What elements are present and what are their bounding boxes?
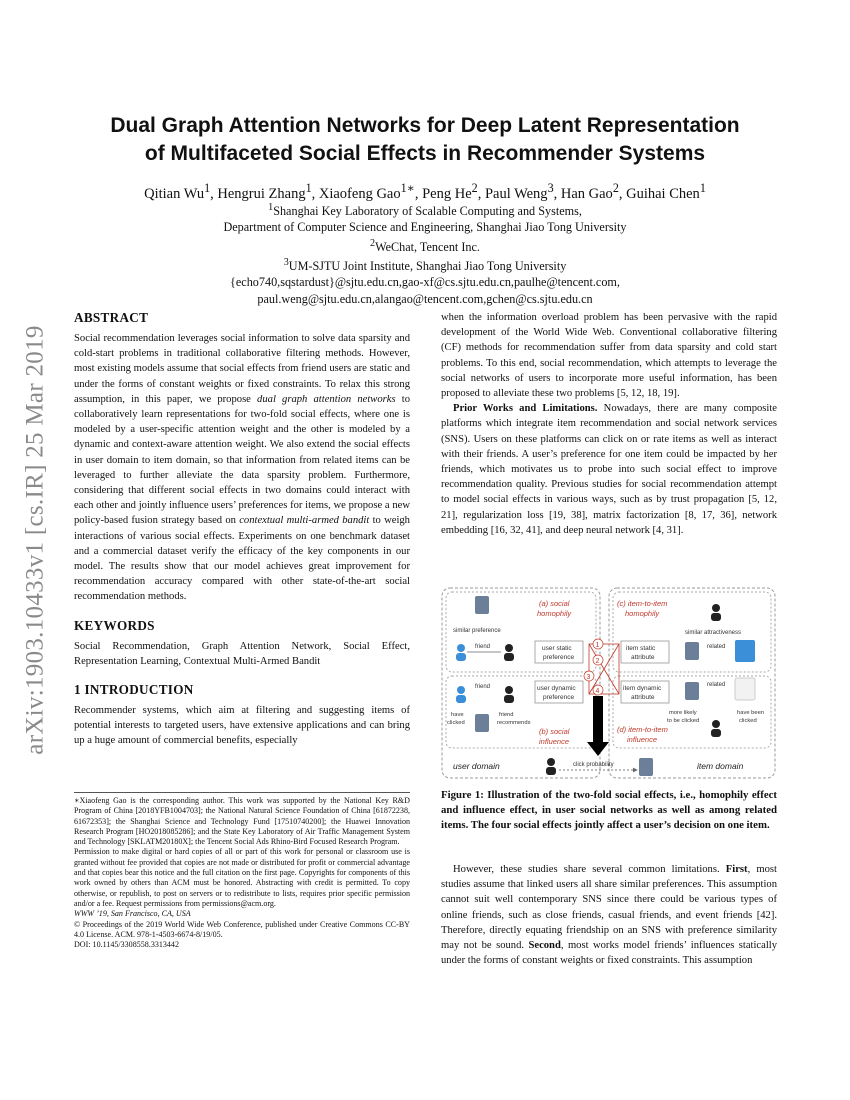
friend-user-icon-b [505, 686, 513, 694]
num-4: 4 [595, 688, 600, 695]
friend-user-icon [505, 644, 513, 652]
affil-text: Shanghai Key Laboratory of Scalable Computing and Systems, [273, 204, 582, 219]
label-b: (b) social [539, 727, 570, 736]
friend-label: friend [475, 644, 491, 650]
user-body-icon-d [711, 729, 721, 737]
shirt-icon-d2 [735, 678, 755, 700]
item-static-label: item static [626, 645, 656, 652]
label-d: (d) item-to-item [617, 725, 668, 734]
user-body-icon-b [456, 695, 466, 703]
shirt-icon-b [475, 714, 489, 732]
keywords-text: Social Recommendation, Graph Attention Network, Social Effect, Representation Learning, Contextual Multi-Armed Bandit [74, 640, 410, 667]
title-line-1: Dual Graph Attention Networks for Deep Latent Representation [110, 114, 740, 137]
footnote-block [74, 792, 410, 950]
author: Xiaofeng Gao [318, 185, 401, 202]
similar-attr-label: similar attractiveness [685, 630, 742, 636]
figure-1 [441, 586, 777, 782]
affil-text: UM-SJTU Joint Institute, Shanghai Jiao Tong University [288, 259, 567, 274]
down-arrow-shaft [593, 696, 603, 742]
label-b2: influence [539, 737, 570, 746]
user-domain-label: user domain [453, 761, 500, 771]
shirt-icon-c2 [735, 640, 755, 662]
click-prob-label: click probability [573, 762, 614, 768]
label-d2: influence [627, 735, 658, 744]
have-been-label: have been [737, 710, 765, 716]
arxiv-stamp [14, 300, 58, 780]
item-domain-label: item domain [697, 761, 744, 771]
clicked2-label: clicked [739, 718, 757, 724]
shirt-icon-bottom [639, 758, 653, 776]
num-1: 1 [595, 642, 600, 649]
footnote-conference: WWW ’19, San Francisco, CA, USA [74, 909, 191, 919]
label-c2: homophily [625, 609, 660, 618]
abstract-text: Social recommendation leverages social information to solve data sparsity and cold-start problems in traditional collaborative filtering methods. However, most existing models assume that social effects from friend users are static and under the forms of constant weights or fixed constraints. To relax this strong assumption, in this paper, we propose dual graph attention networks to collaboratively learn representations for two-fold social effects, where one is modeled by a user-specific attention weight and the other is modeled by a dynamic and context-aware attention weight. We also extend the social effects in user domain to item domain, so that information from related items can be leveraged to further alleviate the data sparsity problem. Furthermore, considering that different social effects in two domains could interact with each other and jointly influence users’ preferences for items, we propose a new policy-based fusion strategy based on contextual multi-armed bandit to weigh interactions of various social effects. Experiments on one benchmark dataset and a commercial dataset verify the efficacy of the key components in our model. The results show that our model achieves great improvement for recommendation accuracy compared with other state-of-the-art social recommendation methods. [74, 333, 410, 603]
affil-1 [60, 200, 790, 219]
affil-sup: 1 [268, 202, 274, 213]
right-column-top [441, 310, 777, 538]
user-icon-b [457, 686, 465, 694]
more-likely-label: more likely [669, 710, 697, 716]
author-sup: 1∗ [400, 181, 415, 195]
related-label-d: related [707, 682, 726, 688]
friend-user-body-icon [504, 653, 514, 661]
right-para-1: when the information overload problem has been pervasive with the rapid development of the World Wide Web. Conventional collaborative filtering (CF) methods for recommendation suffer from data sparsity and cold start problems. To this end, social recommendation, which attempts to leverage the social networks of users to incorporate more useful information, has been proposed to alleviate these two problems [5, 12, 18, 19]. [441, 312, 777, 400]
left-column [74, 310, 410, 749]
shirt-icon [475, 596, 489, 614]
user-body-icon [456, 653, 466, 661]
author-sup: 3 [547, 181, 554, 195]
author: Hengrui Zhang [217, 185, 306, 202]
user-icon-bottom [547, 758, 555, 766]
right-para-2: Prior Works and Limitations. Nowadays, there are many composite platforms which integrate item recommendation and social network services (SNS). Users on these platforms can click on or rate items as well as interact with their friends. A user’s preference for one item could be impacted by her friends, which motivates us to probe into such social effect to improve recommendation quality. Previous studies for social recommendation attempt to model social effects in various ways, such as by trust propagation [5, 12, 21], regularization loss [19, 38], matrix factorization [8, 17, 36], network embedding [16, 32, 41], and deep neural network [4, 31]. [441, 403, 777, 536]
figure-1-svg [441, 586, 777, 782]
author-sup: 2 [612, 181, 619, 195]
user-static-label: user static [542, 645, 572, 652]
item-dynamic-label: item dynamic [623, 685, 662, 692]
author: Peng He [422, 185, 472, 202]
down-arrow-head [587, 742, 609, 756]
author-list: Qitian Wu$^1$, Hengrui Zhang$^1$, Xiaofeng Gao$^{1∗}$, Peng He$^2$, Paul Weng$^3$, Han Gao$^2$, Guihai Chen$^1$ [144, 181, 706, 202]
author-sup: 2 [471, 181, 478, 195]
author-sup: 1 [699, 181, 706, 195]
num-2: 2 [595, 658, 600, 665]
user-icon-c [712, 604, 720, 612]
author: Qitian Wu [144, 185, 205, 202]
figure-1-caption: Figure 1: Illustration of the two-fold social effects, i.e., homophily effect and influence effect, in user social networks as well as among related items. The four social effects jointly affect a user’s decision on one item. [441, 789, 777, 831]
user-body-icon-c [711, 613, 721, 621]
item-static-attr-label: attribute [631, 654, 655, 661]
have-label: have [451, 712, 464, 718]
email-line-2[interactable]: paul.weng@sjtu.edu.cn,alangao@tencent.com,gchen@cs.sjtu.edu.cn [257, 291, 593, 306]
intro-heading: 1 INTRODUCTION [74, 682, 194, 698]
user-icon [457, 644, 465, 652]
affil-2 [60, 236, 790, 255]
similar-pref-label: similar preference [453, 628, 501, 634]
to-be-clicked-label: to be clicked [667, 718, 700, 724]
intro-text: Recommender systems, which aim at filtering and suggesting items of potential interests to targeted users, have extensive applications and can bring up a huge amount of commercial benefits, especially [74, 705, 410, 747]
affiliations [60, 200, 790, 307]
paper-title [60, 112, 790, 168]
shirt-icon-c [685, 642, 699, 660]
related-label: related [707, 644, 726, 650]
footnote-copyright: © Proceedings of the 2019 World Wide Web Conference, published under Creative Commons CC-BY 4.0 License. ACM. 978-1-4503-6674-8/19/05. [74, 919, 410, 939]
num-3: 3 [586, 674, 591, 681]
author: Guihai Chen [626, 185, 700, 202]
arxiv-id: arXiv:1903.10433v1 [cs.IR] 25 Mar 2019 [22, 325, 49, 755]
author-sup: 1 [305, 181, 312, 195]
affil-sup: 3 [283, 257, 289, 269]
shirt-icon-d [685, 682, 699, 700]
keywords-heading: KEYWORDS [74, 617, 155, 633]
friend-user-body-icon-b [504, 695, 514, 703]
affil-text: WeChat, Tencent Inc. [375, 239, 480, 254]
abstract-heading: ABSTRACT [74, 310, 149, 325]
footnote-corresponding: ∗Xiaofeng Gao is the corresponding author. This work was supported by the National Key R&D Program of China [2018YFB1004703]; the National Natural Science Foundation of China [61872238, 61672353]; the Shanghai Science and Technology Fund [17510740200]; the Huawei Innovation Research Program [HO2018085286]; and the State Key Laboratory of Air Traffic Management System and Technology [SKLATM20180X]; the Tencent Social Ads Rhino-Bird Focused Research Program. [74, 796, 410, 847]
right-column-bottom [441, 862, 777, 968]
author: Han Gao [560, 185, 613, 202]
label-c: (c) item-to-item [617, 599, 668, 608]
item-dynamic-attr-label: attribute [631, 694, 655, 701]
friend-rec-label: friend [499, 712, 514, 718]
footnote-doi[interactable]: DOI: 10.1145/3308558.3313442 [74, 940, 179, 950]
right-para-3: However, these studies share several common limitations. First, most studies assume that linked users all share similar preferences. This assumption cannot suit well contemporary SNS since there could be various types of online friends, such as close friends, casual friends, and event friends [42]. Therefore, directly equating friendship on an SNS with preference similarity may not be sound. Second, most works model friends’ influences statically under the forms of constant weights or fixed constraints. This assumption [441, 864, 778, 967]
user-icon-d [712, 720, 720, 728]
affil-3 [60, 255, 790, 274]
user-body-icon-bottom [546, 767, 556, 775]
clicked-label: clicked [447, 720, 465, 726]
recommends-label: recommends [497, 720, 531, 726]
affil-1b: Department of Computer Science and Engineering, Shanghai Jiao Tong University [223, 220, 627, 235]
footnote-permission: Permission to make digital or hard copies of all or part of this work for personal or classroom use is granted without fee provided that copies are not made or distributed for profit or commercial advantage and that copies bear this notice and the full citation on the first page. Copyrights for components of this work owned by others than ACM must be honored. Abstracting with credit is permitted. To copy otherwise, or republish, to post on servers or to redistribute to lists, requires prior specific permission and/or a fee. Request permissions from permissions@acm.org. [74, 847, 410, 908]
friend-label-b: friend [475, 684, 491, 690]
email-line-1[interactable]: {echo740,sqstardust}@sjtu.edu.cn,gao-xf@cs.sjtu.edu.cn,paulhe@tencent.com, [230, 275, 620, 290]
label-a2: homophily [537, 609, 572, 618]
label-a: (a) social [539, 599, 570, 608]
author: Paul Weng [484, 185, 548, 202]
user-dynamic-label: user dynamic [537, 685, 576, 692]
user-static-pref-label: preference [543, 654, 575, 661]
user-dynamic-pref-label: preference [543, 694, 575, 701]
affil-sup: 2 [370, 237, 376, 249]
title-line-2: of Multifaceted Social Effects in Recommender Systems [144, 142, 706, 165]
author-sup: 1 [204, 181, 211, 195]
